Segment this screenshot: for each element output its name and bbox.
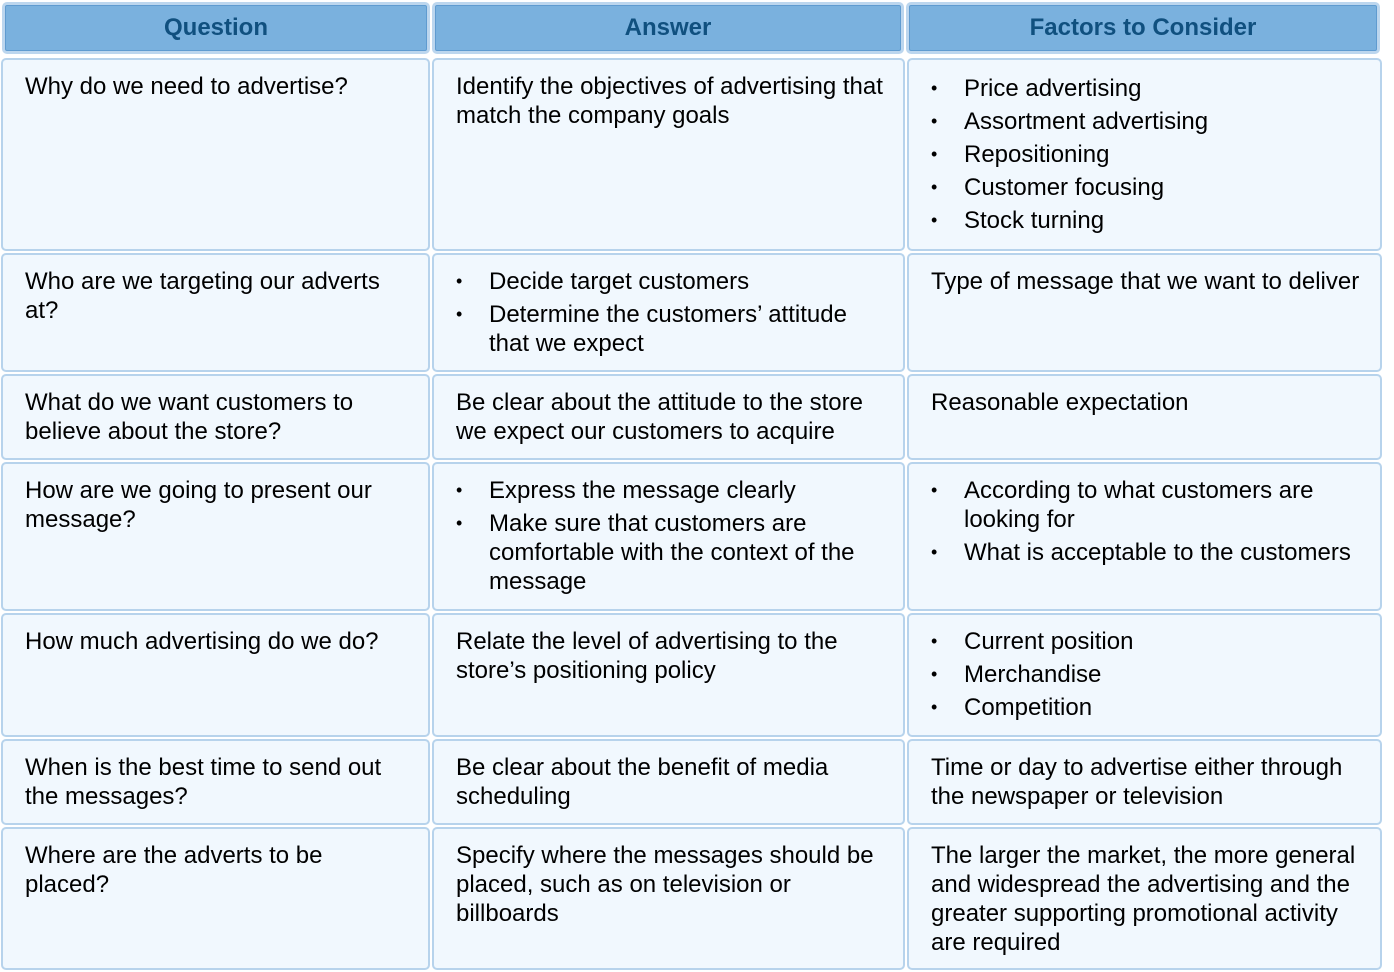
row-6-factors xyxy=(907,739,1382,825)
header-question xyxy=(2,2,430,54)
row-2-factors xyxy=(907,253,1382,372)
answer-list xyxy=(456,267,885,358)
row-7-answer xyxy=(432,827,905,970)
factors-text: Reasonable expectation xyxy=(931,389,1189,416)
question-text: How much advertising do we do? xyxy=(25,628,379,655)
factors-list xyxy=(931,627,1362,722)
row-3-answer xyxy=(432,374,905,460)
header-answer xyxy=(432,2,904,54)
header-factors xyxy=(906,2,1380,54)
list-item: • Determine the customers’ attitude that we expect xyxy=(456,300,885,358)
answer-text: Specify where the messages should be placed, such as on television or billboards xyxy=(456,842,874,927)
factors-text: Time or day to advertise either through the newspaper or television xyxy=(931,754,1343,810)
row-7-factors xyxy=(907,827,1382,970)
row-1-question xyxy=(1,58,430,251)
row-6-question xyxy=(1,739,430,825)
row-4-question xyxy=(1,462,430,611)
list-item: • Customer focusing xyxy=(931,173,1362,202)
list-item: • What is acceptable to the customers xyxy=(931,538,1362,567)
row-3-factors xyxy=(907,374,1382,460)
row-4-factors xyxy=(907,462,1382,611)
answer-text: Be clear about the benefit of media scheduling xyxy=(456,754,829,810)
factors-list xyxy=(931,74,1362,235)
list-item: • Merchandise xyxy=(931,660,1362,689)
header-question-label: Question xyxy=(163,14,268,41)
question-text: How are we going to present our message? xyxy=(25,477,372,533)
question-text: Why do we need to advertise? xyxy=(25,73,348,100)
answer-text: Relate the level of advertising to the store’s positioning policy xyxy=(456,628,838,684)
list-item: • Express the message clearly xyxy=(456,476,885,505)
row-2-answer xyxy=(432,253,905,372)
question-text: When is the best time to send out the messages? xyxy=(25,754,382,810)
factors-text: Type of message that we want to deliver xyxy=(931,268,1360,295)
factors-list xyxy=(931,476,1362,567)
row-5-factors xyxy=(907,613,1382,737)
header-answer-label: Answer xyxy=(624,14,712,41)
list-item: • Current position xyxy=(931,627,1362,656)
list-item: • Price advertising xyxy=(931,74,1362,103)
row-3-question xyxy=(1,374,430,460)
list-item: • Make sure that customers are comfortable with the context of the message xyxy=(456,509,885,596)
row-7-question xyxy=(1,827,430,970)
factors-text: The larger the market, the more general and widespread the advertising and the greater supporting promotional activity are required xyxy=(931,842,1356,956)
list-item: • Repositioning xyxy=(931,140,1362,169)
question-text: What do we want customers to believe about the store? xyxy=(25,389,354,445)
row-4-answer xyxy=(432,462,905,611)
header-factors-label: Factors to Consider xyxy=(1029,14,1257,41)
answer-text: Identify the objectives of advertising that match the company goals xyxy=(456,73,883,129)
list-item: • Competition xyxy=(931,693,1362,722)
answer-text: Be clear about the attitude to the store we expect our customers to acquire xyxy=(456,389,863,445)
list-item: • Stock turning xyxy=(931,206,1362,235)
row-5-question xyxy=(1,613,430,737)
question-text: Who are we targeting our adverts at? xyxy=(25,268,380,324)
row-1-answer xyxy=(432,58,905,251)
list-item: • Decide target customers xyxy=(456,267,885,296)
answer-list xyxy=(456,476,885,596)
list-item: • Assortment advertising xyxy=(931,107,1362,136)
list-item: • According to what customers are looking for xyxy=(931,476,1362,534)
row-1-factors xyxy=(907,58,1382,251)
question-text: Where are the adverts to be placed? xyxy=(25,842,323,898)
row-6-answer xyxy=(432,739,905,825)
row-5-answer xyxy=(432,613,905,737)
row-2-question xyxy=(1,253,430,372)
